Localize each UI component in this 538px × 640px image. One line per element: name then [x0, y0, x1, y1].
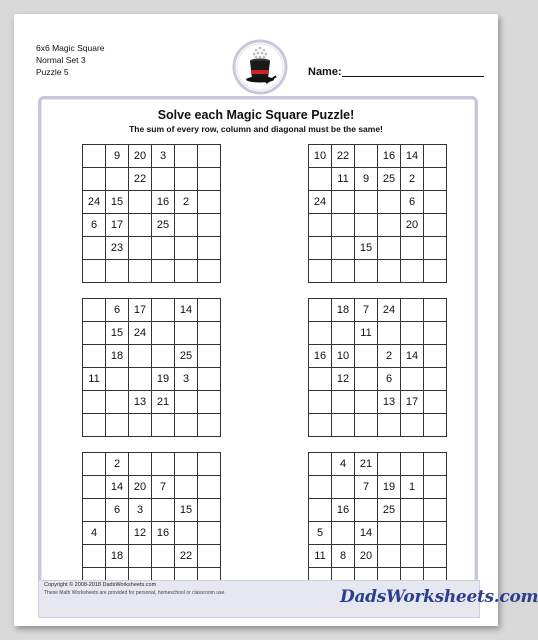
instructions-subtitle: The sum of every row, column and diagonal must be the same! — [129, 124, 383, 134]
magic-square-4 — [308, 298, 447, 437]
grid-cell: 19 — [378, 476, 401, 499]
copyright-text: Copyright © 2008-2018 DadsWorksheets.com — [44, 582, 157, 588]
magic-square-1 — [82, 144, 221, 283]
grid-cell: 2 — [175, 191, 198, 214]
grid-cell[interactable] — [355, 260, 378, 283]
grid-cell[interactable] — [309, 214, 332, 237]
grid-cell[interactable] — [309, 368, 332, 391]
grid-cell[interactable] — [175, 237, 198, 260]
grid-cell[interactable] — [401, 522, 424, 545]
grid-cell[interactable] — [401, 499, 424, 522]
grid-cell: 16 — [152, 522, 175, 545]
grid-cell[interactable] — [175, 322, 198, 345]
grid-cell: 22 — [129, 168, 152, 191]
grid-cell[interactable] — [378, 453, 401, 476]
grid-cell: 11 — [332, 168, 355, 191]
grid-cell[interactable] — [309, 414, 332, 437]
grid-cell[interactable] — [309, 391, 332, 414]
grid-cell: 24 — [83, 191, 106, 214]
grid-cell[interactable] — [401, 299, 424, 322]
grid-cell: 15 — [355, 237, 378, 260]
grid-cell[interactable] — [106, 522, 129, 545]
grid-cell[interactable] — [401, 260, 424, 283]
instructions-title: Solve each Magic Square Puzzle! — [157, 108, 355, 122]
grid-cell: 6 — [83, 214, 106, 237]
grid-cell[interactable] — [83, 260, 106, 283]
grid-cell: 6 — [378, 368, 401, 391]
grid-cell[interactable] — [198, 214, 221, 237]
grid-cell[interactable] — [152, 237, 175, 260]
grid-cell: 12 — [129, 522, 152, 545]
grid-cell[interactable] — [175, 522, 198, 545]
grid-cell[interactable] — [152, 414, 175, 437]
grid-cell[interactable] — [309, 476, 332, 499]
grid-cell[interactable] — [129, 345, 152, 368]
grid-cell[interactable] — [129, 237, 152, 260]
grid-cell: 7 — [355, 476, 378, 499]
grid-cell: 3 — [175, 368, 198, 391]
grid-cell: 25 — [378, 168, 401, 191]
grid-cell: 6 — [401, 191, 424, 214]
grid-cell: 21 — [152, 391, 175, 414]
grid-cell[interactable] — [378, 214, 401, 237]
usage-notice: These Math Worksheets are provided for personal, homeschool or classroom use. — [44, 590, 226, 596]
grid-cell: 15 — [175, 499, 198, 522]
grid-cell: 2 — [378, 345, 401, 368]
grid-cell[interactable] — [83, 414, 106, 437]
worksheet-page — [14, 14, 538, 626]
grid-cell: 2 — [106, 453, 129, 476]
grid-cell: 25 — [152, 214, 175, 237]
grid-cell[interactable] — [129, 414, 152, 437]
grid-cell: 17 — [106, 214, 129, 237]
grid-cell: 17 — [401, 391, 424, 414]
grid-cell[interactable] — [198, 522, 221, 545]
grid-cell: 11 — [355, 322, 378, 345]
grid-cell[interactable] — [424, 476, 447, 499]
grid-cell[interactable] — [355, 145, 378, 168]
grid-cell[interactable] — [424, 214, 447, 237]
grid-cell[interactable] — [83, 299, 106, 322]
name-input-line[interactable] — [342, 76, 484, 77]
grid-cell[interactable] — [129, 453, 152, 476]
grid-cell[interactable] — [106, 414, 129, 437]
grid-cell[interactable] — [424, 391, 447, 414]
grid-cell: 21 — [355, 453, 378, 476]
grid-cell[interactable] — [401, 368, 424, 391]
grid-cell: 20 — [129, 476, 152, 499]
grid-cell[interactable] — [198, 260, 221, 283]
grid-cell: 14 — [401, 145, 424, 168]
grid-cell[interactable] — [198, 237, 221, 260]
grid-cell: 20 — [355, 545, 378, 568]
grid-cell[interactable] — [332, 322, 355, 345]
grid-cell: 14 — [355, 522, 378, 545]
grid-cell: 13 — [378, 391, 401, 414]
grid-cell[interactable] — [83, 322, 106, 345]
grid-cell: 11 — [309, 545, 332, 568]
grid-cell[interactable] — [152, 260, 175, 283]
grid-cell: 18 — [332, 299, 355, 322]
grid-cell[interactable] — [106, 260, 129, 283]
worksheet-type: 6x6 Magic Square — [36, 43, 105, 53]
grid-cell[interactable] — [175, 476, 198, 499]
magic-square-2 — [308, 144, 447, 283]
grid-cell[interactable] — [152, 168, 175, 191]
grid-cell: 10 — [332, 345, 355, 368]
grid-cell[interactable] — [309, 453, 332, 476]
grid-cell: 15 — [106, 191, 129, 214]
grid-cell[interactable] — [198, 499, 221, 522]
grid-cell[interactable] — [424, 453, 447, 476]
grid-cell[interactable] — [309, 260, 332, 283]
grid-cell[interactable] — [198, 453, 221, 476]
grid-cell[interactable] — [198, 168, 221, 191]
grid-cell[interactable] — [83, 499, 106, 522]
grid-cell[interactable] — [129, 260, 152, 283]
grid-cell[interactable] — [129, 191, 152, 214]
worksheet-set: Normal Set 3 — [36, 55, 86, 65]
grid-cell[interactable] — [401, 545, 424, 568]
grid-cell[interactable] — [198, 545, 221, 568]
grid-cell[interactable] — [175, 214, 198, 237]
grid-cell[interactable] — [424, 368, 447, 391]
grid-cell[interactable] — [401, 237, 424, 260]
grid-cell[interactable] — [83, 345, 106, 368]
grid-cell[interactable] — [152, 322, 175, 345]
grid-cell[interactable] — [424, 299, 447, 322]
grid-cell[interactable] — [355, 191, 378, 214]
grid-cell: 3 — [152, 145, 175, 168]
grid-cell[interactable] — [175, 260, 198, 283]
grid-cell: 6 — [106, 499, 129, 522]
puzzle-number: Puzzle 5 — [36, 67, 69, 77]
grid-cell: 13 — [129, 391, 152, 414]
magic-square-3 — [82, 298, 221, 437]
grid-cell[interactable] — [175, 145, 198, 168]
grid-cell[interactable] — [332, 260, 355, 283]
grid-cell[interactable] — [309, 299, 332, 322]
grid-cell[interactable] — [424, 345, 447, 368]
grid-cell[interactable] — [424, 260, 447, 283]
grid-cell[interactable] — [424, 191, 447, 214]
grid-cell[interactable] — [198, 322, 221, 345]
grid-cell[interactable] — [332, 414, 355, 437]
grid-cell: 6 — [106, 299, 129, 322]
grid-cell[interactable] — [129, 368, 152, 391]
grid-cell[interactable] — [83, 168, 106, 191]
grid-cell[interactable] — [355, 368, 378, 391]
grid-cell[interactable] — [378, 237, 401, 260]
grid-cell: 9 — [106, 145, 129, 168]
grid-cell[interactable] — [424, 545, 447, 568]
grid-cell[interactable] — [332, 214, 355, 237]
grid-cell: 17 — [129, 299, 152, 322]
grid-cell: 16 — [152, 191, 175, 214]
grid-cell[interactable] — [309, 322, 332, 345]
grid-cell: 18 — [106, 545, 129, 568]
grid-cell[interactable] — [198, 391, 221, 414]
grid-cell[interactable] — [309, 499, 332, 522]
grid-cell[interactable] — [309, 237, 332, 260]
grid-cell: 11 — [83, 368, 106, 391]
grid-cell[interactable] — [355, 414, 378, 437]
grid-cell: 18 — [106, 345, 129, 368]
grid-cell[interactable] — [152, 453, 175, 476]
grid-cell: 20 — [129, 145, 152, 168]
grid-cell[interactable] — [355, 391, 378, 414]
grid-cell[interactable] — [332, 191, 355, 214]
grid-cell[interactable] — [424, 322, 447, 345]
grid-cell[interactable] — [83, 145, 106, 168]
grid-cell[interactable] — [378, 260, 401, 283]
grid-cell[interactable] — [424, 145, 447, 168]
magic-square-5 — [82, 452, 221, 591]
worksheet-info — [36, 42, 105, 78]
grid-cell: 25 — [175, 345, 198, 368]
grid-cell: 22 — [332, 145, 355, 168]
grid-cell: 7 — [152, 476, 175, 499]
grid-cell[interactable] — [106, 368, 129, 391]
grid-cell[interactable] — [83, 476, 106, 499]
grid-cell[interactable] — [378, 545, 401, 568]
magic-square-6 — [308, 452, 447, 591]
grid-cell: 2 — [401, 168, 424, 191]
grid-cell[interactable] — [378, 414, 401, 437]
grid-cell[interactable] — [378, 191, 401, 214]
grid-cell: 23 — [106, 237, 129, 260]
grid-cell[interactable] — [175, 391, 198, 414]
grid-cell[interactable] — [175, 453, 198, 476]
grid-cell: 16 — [378, 145, 401, 168]
grid-cell: 25 — [378, 499, 401, 522]
grid-cell[interactable] — [106, 391, 129, 414]
grid-cell[interactable] — [152, 299, 175, 322]
grid-cell[interactable] — [355, 499, 378, 522]
grid-cell[interactable] — [424, 414, 447, 437]
grid-cell[interactable] — [401, 453, 424, 476]
grid-cell[interactable] — [198, 191, 221, 214]
name-label: Name: — [308, 66, 342, 78]
grid-cell[interactable] — [401, 322, 424, 345]
grid-cell: 24 — [129, 322, 152, 345]
grid-cell[interactable] — [129, 214, 152, 237]
grid-cell: 10 — [309, 145, 332, 168]
grid-cell: 15 — [106, 322, 129, 345]
grid-cell[interactable] — [355, 345, 378, 368]
grid-cell[interactable] — [424, 522, 447, 545]
grid-cell: 14 — [401, 345, 424, 368]
grid-cell[interactable] — [83, 237, 106, 260]
grid-cell[interactable] — [152, 499, 175, 522]
grid-cell[interactable] — [198, 368, 221, 391]
grid-cell[interactable] — [401, 414, 424, 437]
grid-cell: 19 — [152, 368, 175, 391]
brand-logo: DadsWorksheets.com — [340, 587, 538, 607]
grid-cell[interactable] — [198, 476, 221, 499]
grid-cell: 14 — [106, 476, 129, 499]
grid-cell[interactable] — [198, 145, 221, 168]
grid-cell[interactable] — [83, 453, 106, 476]
grid-cell[interactable] — [332, 522, 355, 545]
grid-cell: 24 — [378, 299, 401, 322]
grid-cell[interactable] — [152, 345, 175, 368]
grid-cell[interactable] — [424, 499, 447, 522]
grid-cell[interactable] — [175, 414, 198, 437]
grid-cell: 16 — [309, 345, 332, 368]
grid-cell: 5 — [309, 522, 332, 545]
grid-cell[interactable] — [309, 168, 332, 191]
grid-cell: 16 — [332, 499, 355, 522]
grid-cell[interactable] — [152, 545, 175, 568]
grid-cell[interactable] — [332, 391, 355, 414]
grid-cell: 4 — [83, 522, 106, 545]
grid-cell: 24 — [309, 191, 332, 214]
grid-cell[interactable] — [424, 237, 447, 260]
grid-cell[interactable] — [198, 414, 221, 437]
grid-cell[interactable] — [198, 345, 221, 368]
grid-cell[interactable] — [332, 237, 355, 260]
grid-cell[interactable] — [332, 476, 355, 499]
grid-cell: 7 — [355, 299, 378, 322]
grid-cell: 20 — [401, 214, 424, 237]
grid-cell: 4 — [332, 453, 355, 476]
grid-cell[interactable] — [129, 545, 152, 568]
grid-cell: 1 — [401, 476, 424, 499]
grid-cell: 22 — [175, 545, 198, 568]
magic-hat-icon — [232, 39, 288, 95]
grid-cell: 3 — [129, 499, 152, 522]
grid-cell: 12 — [332, 368, 355, 391]
grid-cell: 8 — [332, 545, 355, 568]
grid-cell[interactable] — [106, 168, 129, 191]
grid-cell: 9 — [355, 168, 378, 191]
grid-cell[interactable] — [83, 545, 106, 568]
grid-cell[interactable] — [424, 168, 447, 191]
grid-cell[interactable] — [378, 522, 401, 545]
grid-cell: 14 — [175, 299, 198, 322]
grid-cell[interactable] — [378, 322, 401, 345]
grid-cell[interactable] — [83, 391, 106, 414]
grid-cell[interactable] — [198, 299, 221, 322]
grid-cell[interactable] — [355, 214, 378, 237]
grid-cell[interactable] — [175, 168, 198, 191]
